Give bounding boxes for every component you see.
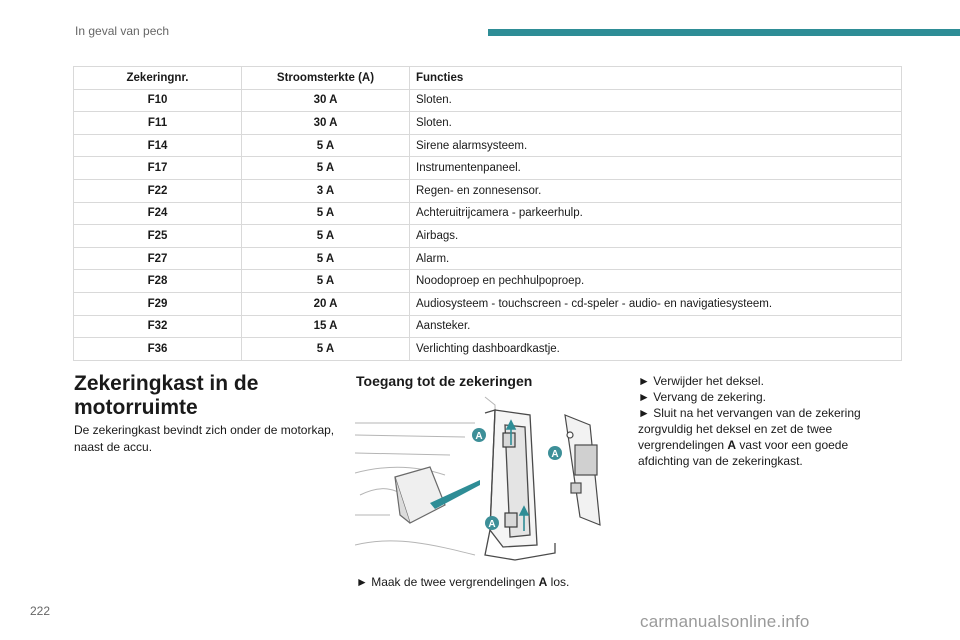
table-row — [74, 179, 902, 202]
fusebox-body — [395, 467, 445, 523]
column-header-functions: Functies — [410, 67, 902, 90]
table-row — [74, 338, 902, 361]
fuse-amperage: 5 A — [242, 225, 410, 248]
table-row — [74, 247, 902, 270]
step-close-cover — [638, 405, 878, 469]
column-header-fuse-number: Zekeringnr. — [74, 67, 242, 90]
table-header-row — [74, 67, 902, 90]
fuse-function: Sloten. — [410, 89, 902, 112]
fuse-table — [73, 66, 902, 361]
fuse-function: Regen- en zonnesensor. — [410, 179, 902, 202]
table-row — [74, 292, 902, 315]
fuse-function: Airbags. — [410, 225, 902, 248]
fuse-amperage: 20 A — [242, 292, 410, 315]
svg-text:A: A — [488, 519, 496, 530]
fuse-number: F22 — [74, 179, 242, 202]
fuse-number: F24 — [74, 202, 242, 225]
table-row — [74, 315, 902, 338]
fuse-function: Alarm. — [410, 247, 902, 270]
marker-a-icon — [548, 446, 562, 460]
fuse-function: Sloten. — [410, 112, 902, 135]
fuse-amperage: 5 A — [242, 202, 410, 225]
marker-a-icon — [485, 516, 499, 530]
fuse-function: Audiosysteem - touchscreen - cd-speler - audio- en navigatiesysteem. — [410, 292, 902, 315]
table-row — [74, 157, 902, 180]
step-remove-cover: ► Verwijder het deksel. — [638, 374, 764, 388]
fuse-number: F32 — [74, 315, 242, 338]
fuse-number: F28 — [74, 270, 242, 293]
table-row — [74, 202, 902, 225]
svg-text:A: A — [475, 431, 483, 442]
page-number: 222 — [30, 604, 51, 618]
fuse-amperage: 3 A — [242, 179, 410, 202]
fuse-function: Noodoproep en pechhulpoproep. — [410, 270, 902, 293]
step-close-label: A — [727, 438, 737, 452]
fuse-number: F11 — [74, 112, 242, 135]
step-replace-fuse: ► Vervang de zekering. — [638, 390, 766, 404]
fuse-amperage: 5 A — [242, 157, 410, 180]
fuse-function: Sirene alarmsysteem. — [410, 134, 902, 157]
step-close-suffix: vast voor een goede afdichting van de zekeringkast. — [638, 438, 849, 468]
fuse-amperage: 5 A — [242, 338, 410, 361]
steps-list — [638, 373, 878, 469]
fuse-amperage: 30 A — [242, 89, 410, 112]
fuse-amperage: 15 A — [242, 315, 410, 338]
fuse-number: F25 — [74, 225, 242, 248]
fuse-amperage: 5 A — [242, 270, 410, 293]
fuse-number: F17 — [74, 157, 242, 180]
fuse-amperage: 30 A — [242, 112, 410, 135]
step-unlock-label: A — [538, 575, 548, 589]
fuse-amperage: 5 A — [242, 247, 410, 270]
table-row — [74, 270, 902, 293]
step-close-text: ► Sluit na het vervangen van de zekering zorgvuldig het deksel en zet de twee vergrendelingen — [638, 406, 861, 452]
table-row — [74, 134, 902, 157]
access-title: Toegang tot de zekeringen — [356, 373, 533, 389]
section-title: Zekeringkast in de motorruimte — [74, 372, 259, 419]
svg-text:A: A — [551, 449, 559, 460]
fuse-function: Achteruitrijcamera - parkeerhulp. — [410, 202, 902, 225]
fuse-function: Instrumentenpaneel. — [410, 157, 902, 180]
fusebox-illustration — [355, 395, 615, 571]
fuse-number: F10 — [74, 89, 242, 112]
column-header-amperage: Stroomsterkte (A) — [242, 67, 410, 90]
fuse-function: Aansteker. — [410, 315, 902, 338]
step-unlock-text: ► Maak de twee vergrendelingen — [356, 575, 539, 589]
fuse-function: Verlichting dashboardkastje. — [410, 338, 902, 361]
watermark: carmanualsonline.info — [640, 612, 810, 631]
fuse-number: F29 — [74, 292, 242, 315]
table-row — [74, 225, 902, 248]
table-row — [74, 89, 902, 112]
marker-a-icon — [472, 428, 486, 442]
fuse-number: F36 — [74, 338, 242, 361]
fuse-number: F27 — [74, 247, 242, 270]
step-unlock-suffix: los. — [547, 575, 570, 589]
section-body: De zekeringkast bevindt zich onder de motorkap, naast de accu. — [74, 423, 335, 454]
table-row — [74, 112, 902, 135]
chapter-accent-bar — [488, 29, 960, 36]
fuse-amperage: 5 A — [242, 134, 410, 157]
chapter-title: In geval van pech — [75, 24, 170, 38]
fuse-number: F14 — [74, 134, 242, 157]
step-unlock — [356, 575, 569, 589]
